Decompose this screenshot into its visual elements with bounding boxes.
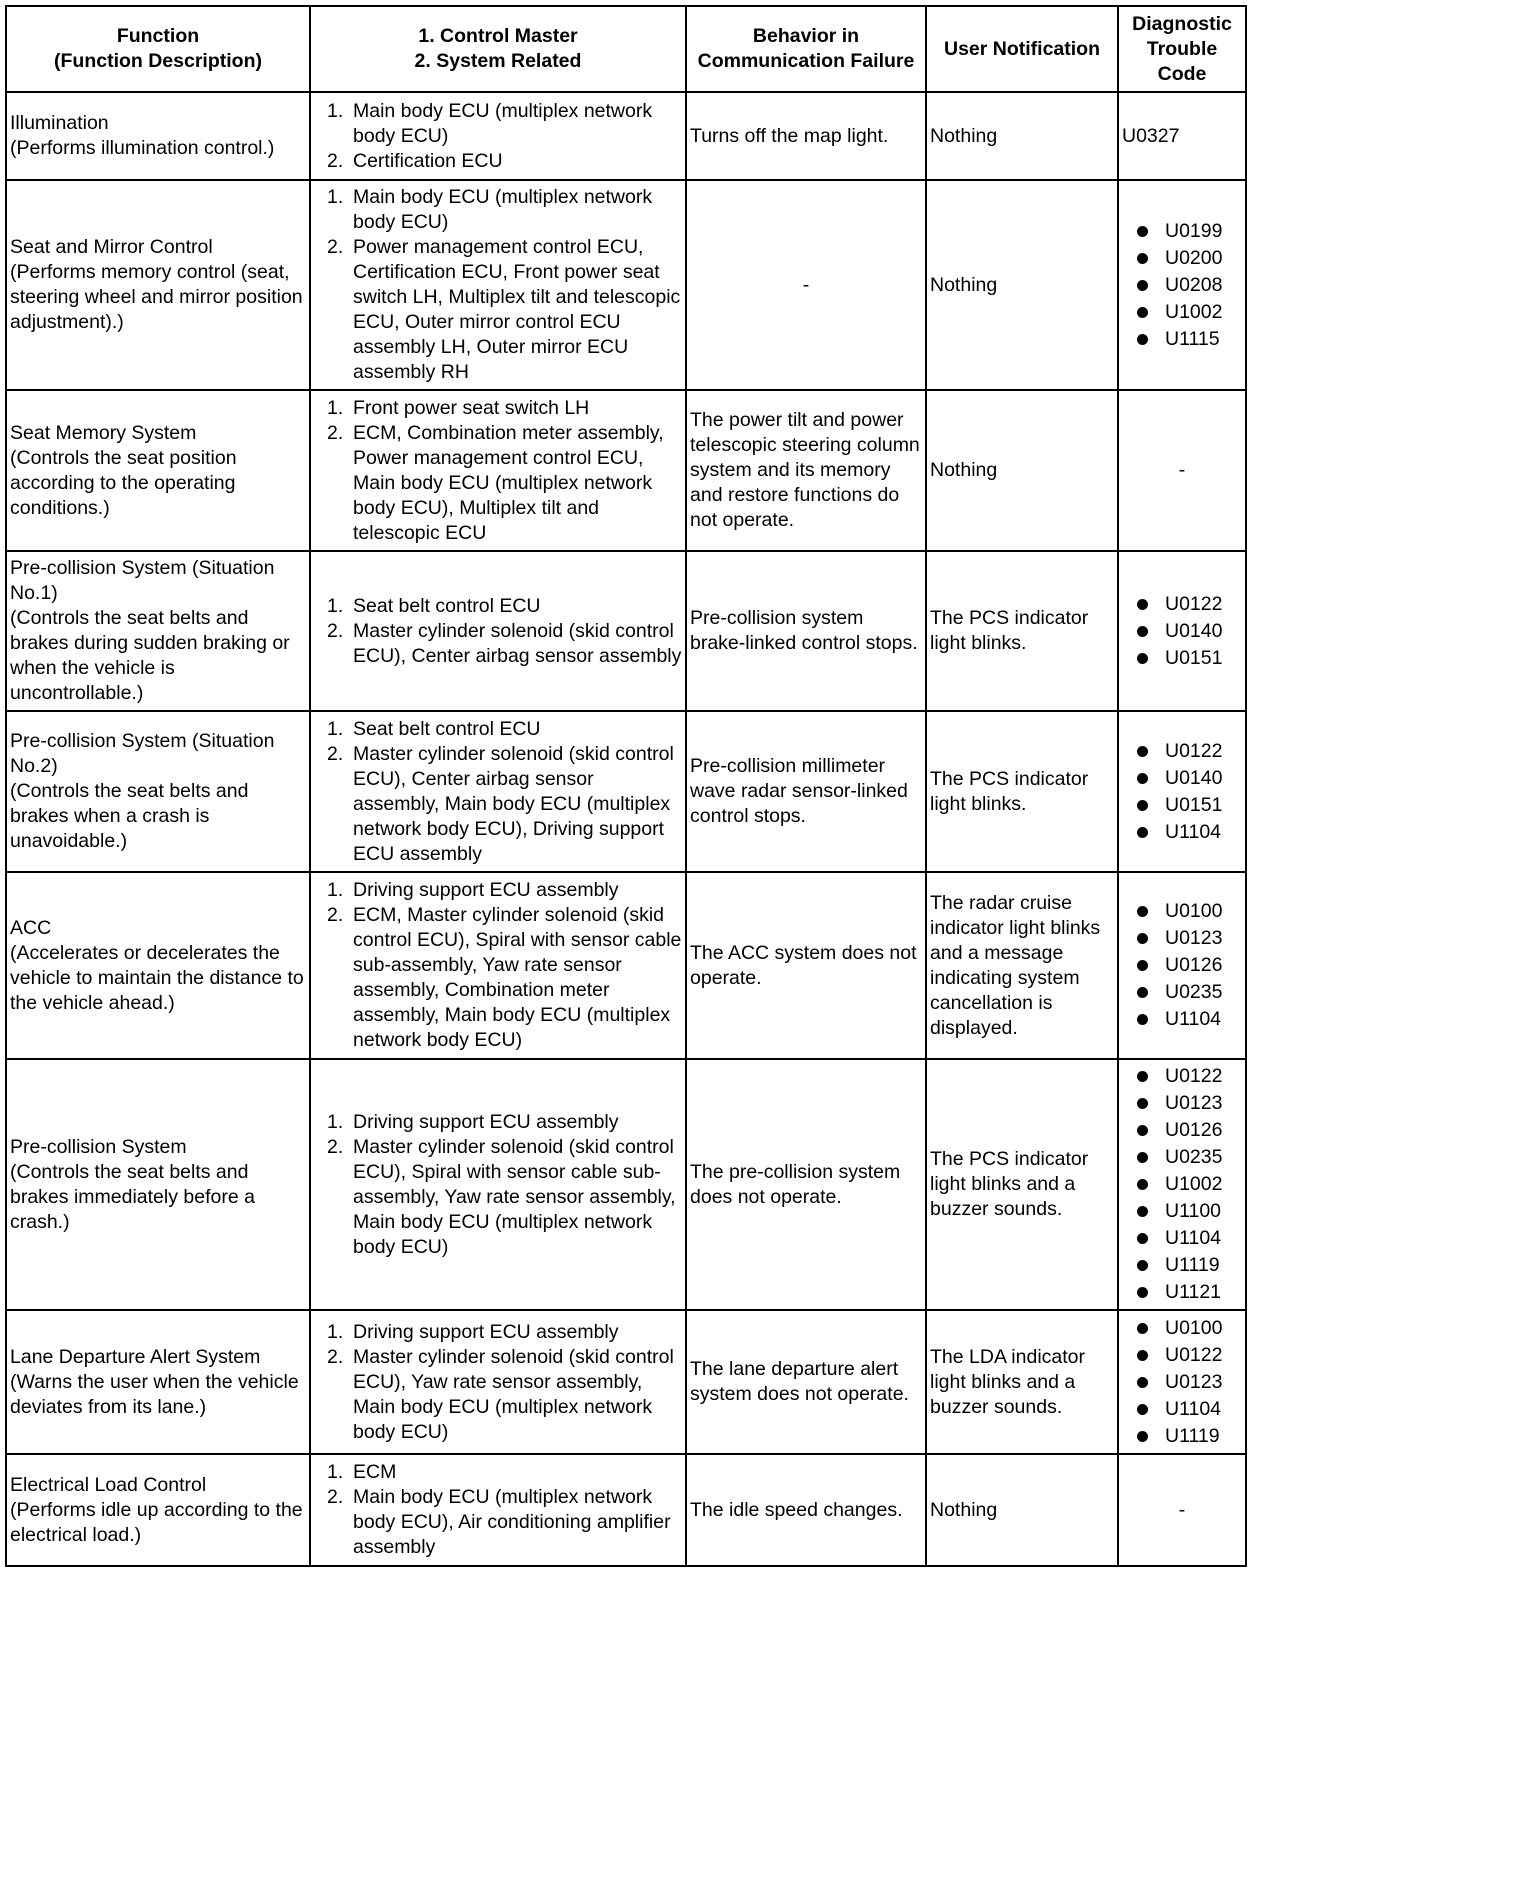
dtc-code: U1119 xyxy=(1131,1252,1242,1279)
control-item-number: 2. xyxy=(327,236,344,258)
control-item-text: Master cylinder solenoid (skid control ECU), Center airbag sensor assembly, Main body ECU (multiplex network body ECU), Driving support ECU assembly xyxy=(353,742,674,865)
control-item-number: 1. xyxy=(327,186,344,208)
dtc-code: U0151 xyxy=(1131,645,1242,672)
function-cell xyxy=(6,872,310,1059)
control-item xyxy=(327,594,682,619)
function-name: Lane Departure Alert System xyxy=(10,1345,261,1368)
behavior-cell: The ACC system does not operate. xyxy=(686,872,926,1059)
control-item-text: Seat belt control ECU xyxy=(353,717,541,740)
function-description: (Controls the seat belts and brakes when a crash is unavoidable.) xyxy=(10,780,249,852)
table-body xyxy=(6,92,1246,1566)
table-row xyxy=(6,1059,1246,1310)
control-item-text: Driving support ECU assembly xyxy=(353,879,619,901)
behavior-cell: Turns off the map light. xyxy=(686,92,926,180)
control-list xyxy=(327,878,682,1053)
control-item-number: 2. xyxy=(327,1135,344,1158)
control-item xyxy=(327,717,682,742)
behavior-cell: - xyxy=(686,180,926,390)
header-dtc-line: Trouble xyxy=(1146,37,1218,60)
notification-cell: Nothing xyxy=(926,1454,1118,1566)
control-item-number: 1. xyxy=(327,396,344,419)
control-item xyxy=(327,878,682,903)
behavior-cell: The lane departure alert system does not operate. xyxy=(686,1310,926,1454)
control-cell xyxy=(310,180,686,390)
header-notification-line: User Notification xyxy=(943,37,1101,60)
dtc-code: U0235 xyxy=(1131,979,1242,1006)
header-control xyxy=(310,6,686,92)
function-description: (Controls the seat position according to the operating conditions.) xyxy=(10,446,237,519)
function-cell xyxy=(6,711,310,872)
control-item xyxy=(327,1345,682,1445)
function-cell xyxy=(6,551,310,711)
control-item-text: Seat belt control ECU xyxy=(353,594,541,617)
control-item-text: Driving support ECU assembly xyxy=(353,1110,619,1133)
dtc-code: U1100 xyxy=(1131,1198,1242,1225)
control-item-text: Master cylinder solenoid (skid control ECU), Center airbag sensor assembly xyxy=(353,619,682,667)
function-description: (Controls the seat belts and brakes immediately before a crash.) xyxy=(10,1160,255,1233)
function-description: (Controls the seat belts and brakes during sudden braking or when the vehicle is uncontrollable.) xyxy=(10,607,290,704)
notification-cell: The LDA indicator light blinks and a buzzer sounds. xyxy=(926,1310,1118,1454)
dtc-list xyxy=(1131,218,1242,353)
behavior-cell: Pre-collision millimeter wave radar sensor-linked control stops. xyxy=(686,711,926,872)
table-header xyxy=(6,6,1246,92)
function-cell xyxy=(6,1454,310,1566)
dtc-code: U1104 xyxy=(1131,1006,1242,1033)
control-cell xyxy=(310,390,686,551)
behavior-cell: The pre-collision system does not operate. xyxy=(686,1059,926,1310)
control-item-text: Driving support ECU assembly xyxy=(353,1320,619,1343)
header-notification xyxy=(926,6,1118,92)
header-behavior-line: Behavior in xyxy=(752,25,860,47)
control-item xyxy=(327,619,682,669)
dtc-code: U1104 xyxy=(1131,1225,1242,1252)
dtc-code: U0140 xyxy=(1131,765,1242,792)
control-list xyxy=(327,1110,682,1260)
header-dtc xyxy=(1118,6,1246,92)
header-row xyxy=(6,6,1246,92)
table-row xyxy=(6,872,1246,1059)
function-cell xyxy=(6,180,310,390)
control-item xyxy=(327,1320,682,1345)
control-item xyxy=(327,99,682,149)
notification-cell: Nothing xyxy=(926,180,1118,390)
header-dtc-line: Code xyxy=(1157,62,1207,85)
control-item-text: Master cylinder solenoid (skid control ECU), Spiral with sensor cable sub-assembly, Yaw rate sensor assembly, Main body ECU (multiplex network body ECU) xyxy=(353,1135,676,1258)
function-name: ACC xyxy=(10,916,52,939)
control-item-text: ECM, Combination meter assembly, Power management control ECU, Main body ECU (multiplex network body ECU), Multiplex tilt and telescopic ECU xyxy=(353,421,664,544)
dtc-code: U0122 xyxy=(1131,591,1242,618)
control-item-text: Front power seat switch LH xyxy=(353,396,590,419)
dtc-cell xyxy=(1118,551,1246,711)
dtc-cell xyxy=(1118,92,1246,180)
function-name: Pre-collision System xyxy=(10,1135,187,1158)
function-description: (Accelerates or decelerates the vehicle to maintain the distance to the vehicle ahead.) xyxy=(10,941,304,1014)
control-list xyxy=(327,1460,682,1560)
dtc-code: U0151 xyxy=(1131,792,1242,819)
dtc-cell xyxy=(1118,711,1246,872)
control-item xyxy=(327,1135,682,1260)
control-item-text: Main body ECU (multiplex network body ECU), Air conditioning amplifier assembly xyxy=(353,1486,671,1558)
function-description: (Performs idle up according to the electrical load.) xyxy=(10,1498,303,1546)
control-item-number: 1. xyxy=(327,1110,344,1133)
control-item xyxy=(327,421,682,546)
dtc-code: U1104 xyxy=(1131,819,1242,846)
header-behavior xyxy=(686,6,926,92)
table-row xyxy=(6,180,1246,390)
communication-failure-table xyxy=(5,5,1247,1567)
header-function-line: (Function Description) xyxy=(54,50,262,72)
dtc-cell xyxy=(1118,872,1246,1059)
dtc-code: U1115 xyxy=(1131,326,1242,353)
control-item xyxy=(327,185,682,235)
control-cell xyxy=(310,1059,686,1310)
dtc-code: U0235 xyxy=(1131,1144,1242,1171)
header-behavior-line: Communication Failure xyxy=(697,50,915,72)
notification-cell: The PCS indicator light blinks. xyxy=(926,551,1118,711)
dtc-cell xyxy=(1118,180,1246,390)
header-function-line: Function xyxy=(116,25,200,47)
header-dtc-line: Diagnostic xyxy=(1132,12,1232,35)
dtc-code: U0123 xyxy=(1131,925,1242,952)
control-item-number: 1. xyxy=(327,1320,344,1343)
dtc-code: - xyxy=(1178,1498,1186,1521)
dtc-cell xyxy=(1118,1310,1246,1454)
control-item-number: 1. xyxy=(327,594,344,617)
control-list xyxy=(327,396,682,546)
control-item xyxy=(327,742,682,867)
notification-cell: Nothing xyxy=(926,92,1118,180)
control-cell xyxy=(310,92,686,180)
dtc-code: U0122 xyxy=(1131,738,1242,765)
dtc-code: U0123 xyxy=(1131,1369,1242,1396)
behavior-cell: The power tilt and power telescopic steering column system and its memory and restore functions do not operate. xyxy=(686,390,926,551)
control-list xyxy=(327,185,682,385)
dtc-cell xyxy=(1118,390,1246,551)
behavior-cell: Pre-collision system brake-linked control stops. xyxy=(686,551,926,711)
control-item xyxy=(327,903,682,1053)
control-item-number: 2. xyxy=(327,904,344,926)
dtc-cell xyxy=(1118,1059,1246,1310)
control-list xyxy=(327,717,682,867)
control-item xyxy=(327,1460,682,1485)
control-item-text: Main body ECU (multiplex network body ECU) xyxy=(353,99,653,147)
control-cell xyxy=(310,872,686,1059)
dtc-code: U0122 xyxy=(1131,1342,1242,1369)
function-name: Seat Memory System xyxy=(10,421,197,444)
dtc-code: U1121 xyxy=(1131,1279,1242,1306)
control-cell xyxy=(310,711,686,872)
notification-cell: The PCS indicator light blinks. xyxy=(926,711,1118,872)
dtc-list xyxy=(1131,591,1242,672)
control-item xyxy=(327,1485,682,1560)
control-item xyxy=(327,149,682,174)
control-item-text: Certification ECU xyxy=(353,149,503,172)
dtc-code: - xyxy=(1178,459,1186,481)
dtc-code: U1104 xyxy=(1131,1396,1242,1423)
control-cell xyxy=(310,1310,686,1454)
header-control-line: 1. Control Master xyxy=(418,25,578,47)
behavior-cell: The idle speed changes. xyxy=(686,1454,926,1566)
control-list xyxy=(327,1320,682,1445)
function-name: Pre-collision System (Situation No.1) xyxy=(10,557,275,604)
dtc-list xyxy=(1131,1315,1242,1450)
function-description: (Warns the user when the vehicle deviates from its lane.) xyxy=(10,1370,299,1418)
control-item-text: Main body ECU (multiplex network body ECU) xyxy=(353,186,653,233)
dtc-code: U0126 xyxy=(1131,952,1242,979)
control-item-text: ECM, Master cylinder solenoid (skid control ECU), Spiral with sensor cable sub-assembly, Yaw rate sensor assembly, Combination meter assembly, Main body ECU (multiplex network body ECU) xyxy=(353,904,682,1051)
control-item-text: Power management control ECU, Certification ECU, Front power seat switch LH, Multiplex tilt and telescopic ECU, Outer mirror control ECU assembly LH, Outer mirror ECU assembly RH xyxy=(353,236,681,383)
function-cell xyxy=(6,1310,310,1454)
dtc-code: U0100 xyxy=(1131,1315,1242,1342)
table-row xyxy=(6,551,1246,711)
control-item-number: 1. xyxy=(327,717,344,740)
function-cell xyxy=(6,1059,310,1310)
dtc-cell xyxy=(1118,1454,1246,1566)
control-cell xyxy=(310,1454,686,1566)
dtc-code: U0122 xyxy=(1131,1063,1242,1090)
table-row xyxy=(6,1454,1246,1566)
control-item xyxy=(327,1110,682,1135)
control-item-number: 2. xyxy=(327,742,344,765)
function-cell xyxy=(6,92,310,180)
table-row xyxy=(6,711,1246,872)
dtc-code: U0199 xyxy=(1131,218,1242,245)
control-item xyxy=(327,396,682,421)
control-item-number: 2. xyxy=(327,149,344,172)
notification-cell: Nothing xyxy=(926,390,1118,551)
function-name: Seat and Mirror Control xyxy=(10,236,213,258)
control-item-text: ECM xyxy=(353,1461,397,1483)
dtc-list xyxy=(1131,898,1242,1033)
header-function xyxy=(6,6,310,92)
dtc-code: U0123 xyxy=(1131,1090,1242,1117)
dtc-code: U0126 xyxy=(1131,1117,1242,1144)
table-row xyxy=(6,1310,1246,1454)
control-item xyxy=(327,235,682,385)
function-name: Illumination xyxy=(10,112,109,134)
function-description: (Performs illumination control.) xyxy=(10,137,275,159)
dtc-code: U0208 xyxy=(1131,272,1242,299)
notification-cell: The PCS indicator light blinks and a buzzer sounds. xyxy=(926,1059,1118,1310)
control-item-number: 1. xyxy=(327,99,344,122)
control-item-number: 2. xyxy=(327,1345,344,1368)
function-cell xyxy=(6,390,310,551)
control-item-number: 1. xyxy=(327,879,344,901)
dtc-code: U1002 xyxy=(1131,299,1242,326)
dtc-code: U1002 xyxy=(1131,1171,1242,1198)
control-list xyxy=(327,99,682,174)
function-description: (Performs memory control (seat, steering wheel and mirror position adjustment).) xyxy=(10,261,303,333)
dtc-code: U0200 xyxy=(1131,245,1242,272)
control-item-number: 1. xyxy=(327,1461,344,1483)
control-item-number: 2. xyxy=(327,421,344,444)
function-name: Electrical Load Control xyxy=(10,1473,207,1496)
control-cell xyxy=(310,551,686,711)
dtc-list xyxy=(1131,1063,1242,1306)
header-control-line: 2. System Related xyxy=(414,50,582,72)
control-item-number: 2. xyxy=(327,619,344,642)
table-row xyxy=(6,92,1246,180)
table-row xyxy=(6,390,1246,551)
dtc-list xyxy=(1131,738,1242,846)
dtc-code: U0327 xyxy=(1122,124,1180,147)
dtc-code: U0100 xyxy=(1131,898,1242,925)
notification-cell: The radar cruise indicator light blinks and a message indicating system cancellation is displayed. xyxy=(926,872,1118,1059)
dtc-code: U1119 xyxy=(1131,1423,1242,1450)
control-item-number: 2. xyxy=(327,1486,344,1508)
control-list xyxy=(327,594,682,669)
function-name: Pre-collision System (Situation No.2) xyxy=(10,730,275,777)
control-item-text: Master cylinder solenoid (skid control ECU), Yaw rate sensor assembly, Main body ECU (multiplex network body ECU) xyxy=(353,1345,674,1443)
dtc-code: U0140 xyxy=(1131,618,1242,645)
